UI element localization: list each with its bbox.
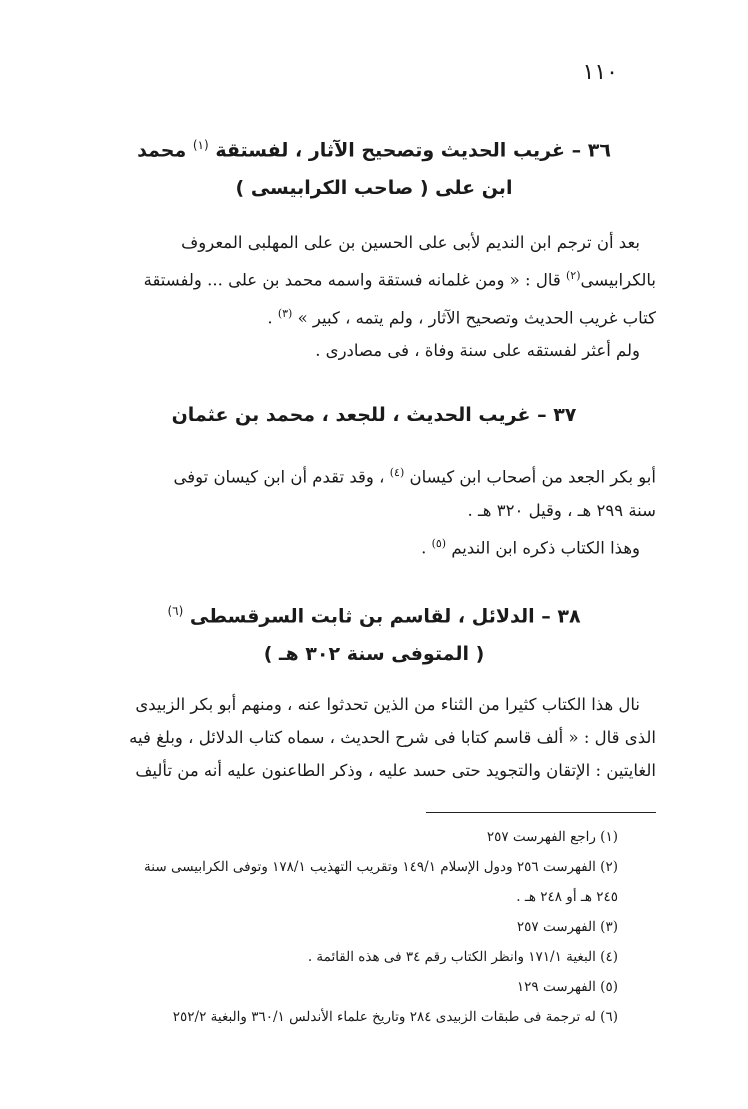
footnote-ref-6: (٦)	[167, 604, 184, 618]
footnote-ref-4: (٤)	[389, 466, 405, 479]
footnote-ref-3: (٣)	[277, 306, 293, 320]
entry-38-paragraph: نال هذا الكتاب كثيرا من الثناء من الذين تحدثوا عنه ، ومنهم أبو بكر الزبيدى الذى قال : « ألف قاسم كتابا فى شرح الحديث ، سماه كتاب الدلائل ، وبلغ فيه الغايتين : الإتقان والتجويد حتى حسد عليه ، وذكر الطاعنون عليه أنه من تأليف	[129, 695, 656, 780]
page-number: ١١٠	[582, 60, 618, 85]
entry-37-heading: ٣٧ – غريب الحديث ، للجعد ، محمد بن عثمان	[171, 404, 577, 426]
entry-37-paragraph: أبو بكر الجعد من أصحاب ابن كيسان $^{(٤)}$ ، وقد تقدم أن ابن كيسان توفى سنة ٢٩٩ هـ ، وقيل ٣٢٠ هـ . وهذا الكتاب ذكره ابن النديم $^{(٥)}$ .	[173, 466, 656, 557]
footnote-2: (٢) الفهرست ٢٥٦ ودول الإسلام ١٤٩/١ وتقريب التهذيب ١٧٨/١ وتوفى الكرابيسى سنة	[144, 859, 618, 875]
footnote-6: (٦) له ترجمة فى طبقات الزبيدى ٢٨٤ وتاريخ علماء الأندلس ٣٦٠/١ والبغية ٢٥٢/٢	[172, 1009, 618, 1025]
footnote-5: (٥) الفهرست ١٢٩	[516, 979, 618, 995]
footnote-ref-5: (٥)	[431, 536, 447, 550]
entry-36-paragraph: بعد أن ترجم ابن النديم لأبى على الحسين بن على المهلبى المعروف بالكرابيسى$^{(٢)}$ قال : « ومن غلمانه فستقة واسمه محمد بن على ... ولفستقة كتاب غريب الحديث وتصحيح الآثار ، ولم يتمه ، كبير » $^{(٣)}$ . ولم أعثر لفستقه على سنة وفاة ، فى مصادرى .	[143, 233, 656, 360]
footnote-1: (١) راجع الفهرست ٢٥٧	[486, 829, 618, 845]
entry-36-heading-line1: ٣٦ – غريب الحديث وتصحيح الآثار ، لفستقة $^{(١)}$ محمد	[137, 138, 611, 162]
footnote-4: (٤) البغية ١٧١/١ وانظر الكتاب رقم ٣٤ فى هذه القائمة .	[307, 949, 618, 965]
footnotes	[94, 822, 618, 1032]
footnote-divider	[426, 812, 656, 813]
entry-36-heading-line2: ابن على ( صاحب الكرابيسى )	[235, 177, 513, 200]
footnote-ref-1: (١)	[192, 138, 209, 152]
footnote-ref-2: (٢)	[565, 269, 581, 282]
footnote-3: (٣) الفهرست ٢٥٧	[516, 919, 618, 935]
footnote-2-continued: ٢٤٥ هـ أو ٢٤٨ هـ .	[516, 889, 618, 905]
entry-36-heading	[80, 126, 668, 207]
entry-38-heading: ٣٨ – الدلائل ، لقاسم بن ثابت السرقسطى $^{(٦)}$ ( المتوفى سنة ٣٠٢ هـ )	[167, 604, 581, 666]
